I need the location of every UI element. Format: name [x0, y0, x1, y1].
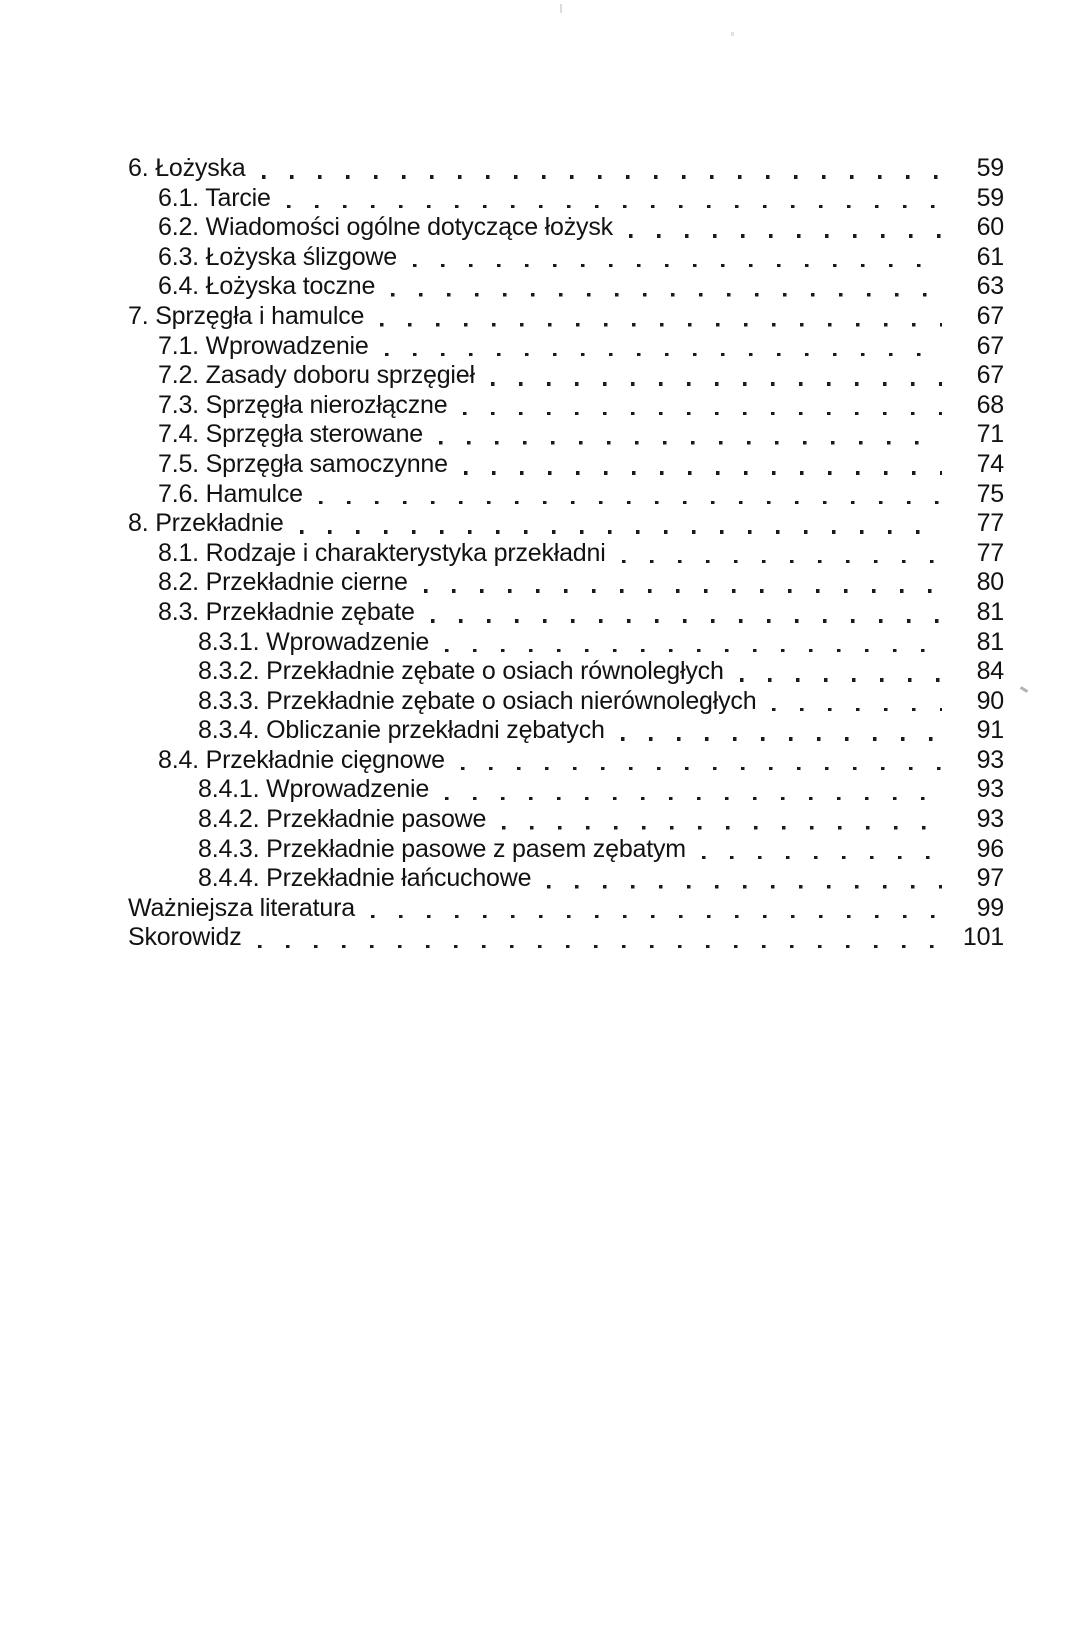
- toc-entry-page-number: 97: [976, 864, 1004, 893]
- toc-entry-label: 8.2. Przekładnie cierne: [158, 568, 408, 597]
- toc-entry-label: 8.4.4. Przekładnie łańcuchowe: [198, 864, 532, 893]
- toc-list: [128, 154, 1004, 953]
- toc-entry-page-number: 61: [976, 242, 1004, 271]
- toc-row: [128, 657, 1004, 687]
- toc-entry-label: 8.4.1. Wprowadzenie: [198, 775, 430, 804]
- dot-leader-icon: [391, 293, 942, 297]
- dot-leader-icon: [424, 589, 942, 593]
- toc-row: [128, 450, 1004, 480]
- toc-entry-page-number: 63: [976, 272, 1004, 301]
- dot-leader-icon: [319, 501, 942, 505]
- dot-leader-icon: [385, 353, 942, 357]
- toc-entry-label: 8. Przekładnie: [128, 509, 284, 538]
- toc-entry-label: 8.3.4. Obliczanie przekładni zębatych: [198, 716, 605, 745]
- toc-row: [128, 480, 1004, 510]
- toc-entry-label: 8.3.2. Przekładnie zębate o osiach równoległych: [198, 657, 724, 686]
- toc-row: [128, 272, 1004, 302]
- dot-leader-icon: [629, 234, 942, 238]
- toc-entry-page-number: 93: [976, 775, 1004, 804]
- toc-entry-page-number: 81: [976, 597, 1004, 626]
- dot-leader-icon: [413, 264, 942, 268]
- toc-entry-page-number: 67: [976, 331, 1004, 360]
- toc-row: [128, 509, 1004, 539]
- toc-entry-page-number: 67: [976, 301, 1004, 330]
- toc-row: [128, 568, 1004, 598]
- toc-row: [128, 628, 1004, 658]
- dot-leader-icon: [702, 856, 942, 860]
- toc-entry-label: 6.3. Łożyska ślizgowe: [158, 242, 397, 271]
- toc-entry-page-number: 59: [976, 183, 1004, 212]
- toc-row: [128, 775, 1004, 805]
- toc-entry-label: 7. Sprzęgła i hamulce: [128, 301, 365, 330]
- toc-entry-page-number: 96: [976, 834, 1004, 863]
- toc-entry-page-number: 80: [976, 568, 1004, 597]
- toc-entry-label: 7.2. Zasady doboru sprzęgieł: [158, 361, 475, 390]
- dot-leader-icon: [431, 619, 942, 623]
- toc-entry-page-number: 59: [976, 154, 1004, 182]
- toc-entry-page-number: 90: [976, 686, 1004, 715]
- toc-entry-label: 7.1. Wprowadzenie: [158, 331, 369, 360]
- dot-leader-icon: [380, 323, 942, 327]
- toc-entry-page-number: 68: [976, 390, 1004, 419]
- toc-row: [128, 746, 1004, 776]
- dot-leader-icon: [464, 471, 942, 475]
- toc-entry-label: 8.1. Rodzaje i charakterystyka przekładni: [158, 538, 606, 567]
- scan-speck: [731, 32, 734, 36]
- toc-entry-page-number: 84: [976, 657, 1004, 686]
- toc-row: [128, 864, 1004, 894]
- toc-row: [128, 805, 1004, 835]
- dot-leader-icon: [445, 797, 942, 801]
- dot-leader-icon: [287, 205, 942, 209]
- dot-leader-icon: [622, 560, 942, 564]
- toc-row: [128, 154, 1004, 184]
- toc-entry-page-number: 101: [962, 923, 1004, 952]
- toc-entry-label: 6. Łożyska: [128, 154, 246, 182]
- dot-leader-icon: [262, 175, 942, 179]
- dot-leader-icon: [445, 649, 942, 653]
- dot-leader-icon: [491, 382, 942, 386]
- toc-entry-page-number: 60: [976, 213, 1004, 242]
- toc-entry-label: 8.4.2. Przekładnie pasowe: [198, 805, 487, 834]
- toc-row: [128, 923, 1004, 953]
- toc-row: [128, 598, 1004, 628]
- toc-row: [128, 302, 1004, 332]
- dot-leader-icon: [502, 826, 942, 830]
- toc-entry-label: 7.3. Sprzęgła nierozłączne: [158, 390, 448, 419]
- toc-entry-page-number: 75: [976, 479, 1004, 508]
- toc-row: [128, 420, 1004, 450]
- dot-leader-icon: [439, 441, 942, 445]
- toc-row: [128, 539, 1004, 569]
- toc-row: [128, 184, 1004, 214]
- toc-entry-label: 8.3. Przekładnie zębate: [158, 597, 415, 626]
- toc-entry-label: 7.6. Hamulce: [158, 479, 303, 508]
- toc-row: [128, 894, 1004, 924]
- toc-entry-label: 8.3.1. Wprowadzenie: [198, 627, 430, 656]
- toc-entry-label: 8.4. Przekładnie cięgnowe: [158, 745, 445, 774]
- toc-entry-label: 6.1. Tarcie: [158, 183, 271, 212]
- toc-row: [128, 716, 1004, 746]
- toc-entry-label: 8.3.3. Przekładnie zębate o osiach nierównoległych: [198, 686, 757, 715]
- toc-row: [128, 243, 1004, 273]
- toc-entry-label: Ważniejsza literatura: [128, 893, 355, 922]
- dot-leader-icon: [258, 945, 942, 949]
- toc-entry-page-number: 77: [976, 509, 1004, 538]
- dot-leader-icon: [740, 678, 942, 682]
- toc-entry-label: Skorowidz: [128, 923, 242, 952]
- toc-entry-page-number: 67: [976, 361, 1004, 390]
- toc-row: [128, 687, 1004, 717]
- toc-entry-page-number: 91: [976, 716, 1004, 745]
- toc-entry-page-number: 99: [976, 893, 1004, 922]
- toc-row: [128, 332, 1004, 362]
- dot-leader-icon: [772, 708, 942, 712]
- toc-entry-label: 8.4.3. Przekładnie pasowe z pasem zębatym: [198, 834, 686, 863]
- toc-entry-page-number: 93: [976, 745, 1004, 774]
- toc-entry-label: 6.2. Wiadomości ogólne dotyczące łożysk: [158, 213, 613, 242]
- toc-entry-page-number: 71: [976, 420, 1004, 449]
- dot-leader-icon: [547, 885, 942, 889]
- toc-entry-label: 6.4. Łożyska toczne: [158, 272, 376, 301]
- toc-entry-page-number: 77: [976, 538, 1004, 567]
- dot-leader-icon: [463, 412, 942, 416]
- toc-entry-label: 7.5. Sprzęgła samoczynne: [158, 449, 448, 478]
- dot-leader-icon: [461, 767, 942, 771]
- toc-row: [128, 835, 1004, 865]
- toc-entry-page-number: 93: [976, 805, 1004, 834]
- toc-row: [128, 361, 1004, 391]
- toc-row: [128, 213, 1004, 243]
- toc-entry-page-number: 81: [976, 627, 1004, 656]
- scan-speck: [560, 4, 562, 13]
- dot-leader-icon: [300, 530, 942, 534]
- dot-leader-icon: [621, 737, 942, 741]
- toc-entry-page-number: 74: [976, 449, 1004, 478]
- scan-speck: [1020, 686, 1028, 693]
- toc-entry-label: 7.4. Sprzęgła sterowane: [158, 420, 424, 449]
- dot-leader-icon: [371, 915, 942, 919]
- toc-row: [128, 391, 1004, 421]
